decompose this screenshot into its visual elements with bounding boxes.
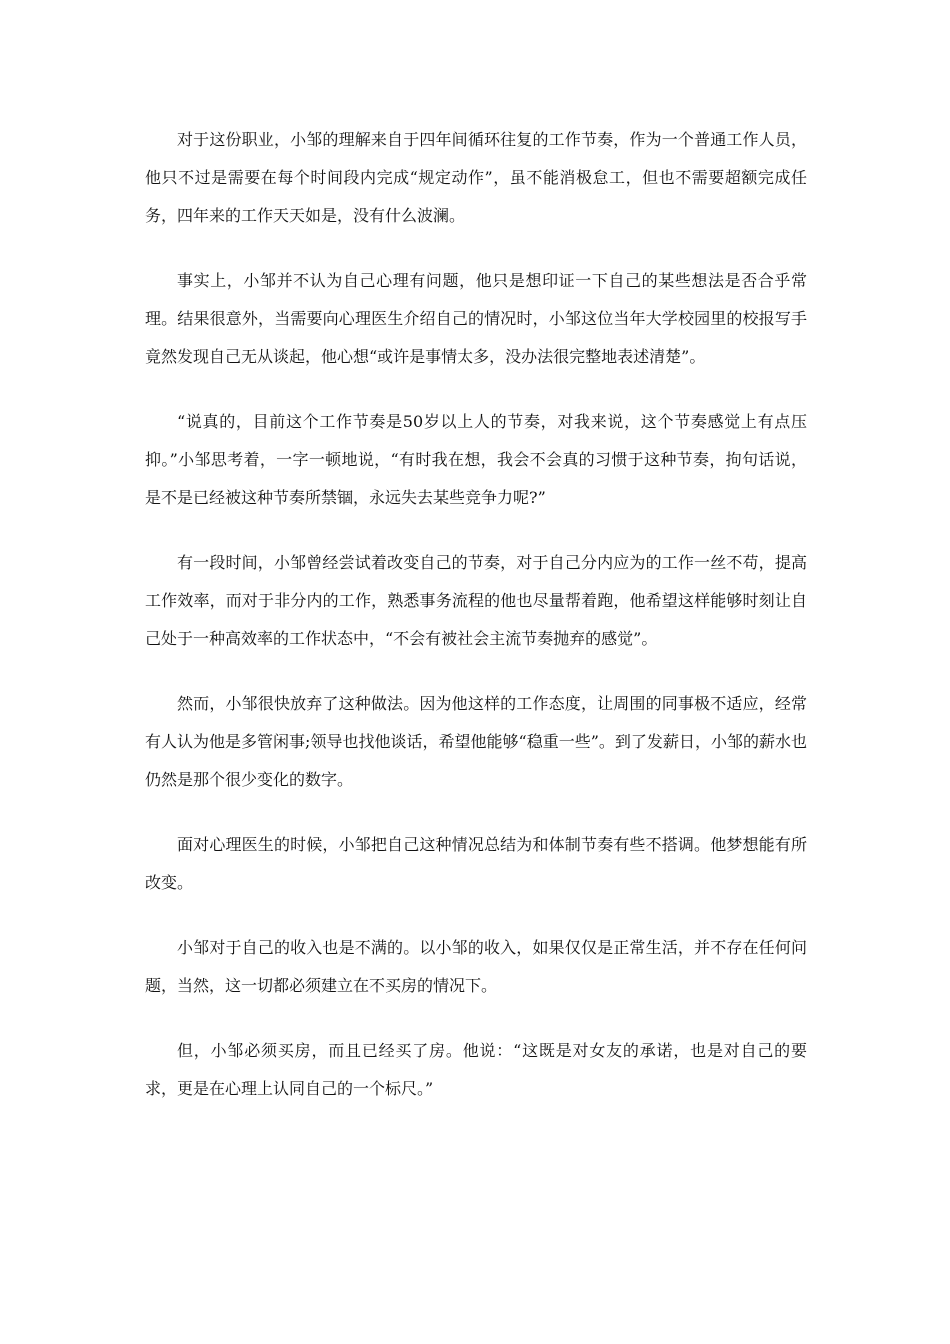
- paragraph-3: “说真的，目前这个工作节奏是50岁以上人的节奏，对我来说，这个节奏感觉上有点压抑。”小邹思考着，一字一顿地说，“有时我在想，我会不会真的习惯于这种节奏，拘句话说，是不是已经被这种节奏所禁锢，永远失去某些竞争力呢?”: [145, 412, 807, 507]
- paragraph-1: 对于这份职业，小邹的理解来自于四年间循环往复的工作节奏，作为一个普通工作人员，他只不过是需要在每个时间段内完成“规定动作”，虽不能消极怠工，但也不需要超额完成任务，四年来的工作天天如是，没有什么波澜。: [145, 130, 807, 225]
- paragraph-2: 事实上，小邹并不认为自己心理有问题，他只是想印证一下自己的某些想法是否合乎常理。结果很意外，当需要向心理医生介绍自己的情况时，小邹这位当年大学校园里的校报写手竟然发现自己无从谈起，他心想“或许是事情太多，没办法很完整地表述清楚”。: [145, 271, 807, 366]
- paragraph-4: 有一段时间，小邹曾经尝试着改变自己的节奏，对于自己分内应为的工作一丝不苟，提高工作效率，而对于非分内的工作，熟悉事务流程的他也尽量帮着跑，他希望这样能够时刻让自己处于一种高效率的工作状态中，“不会有被社会主流节奏抛弃的感觉”。: [145, 553, 807, 648]
- paragraph-7: 小邹对于自己的收入也是不满的。以小邹的收入，如果仅仅是正常生活，并不存在任何问题，当然，这一切都必须建立在不买房的情况下。: [145, 938, 807, 995]
- paragraph-5: 然而，小邹很快放弃了这种做法。因为他这样的工作态度，让周围的同事极不适应，经常有人认为他是多管闲事;领导也找他谈话，希望他能够“稳重一些”。到了发薪日，小邹的薪水也仍然是那个很少变化的数字。: [145, 694, 807, 789]
- article-body: [145, 121, 807, 1135]
- paragraph-8: 但，小邹必须买房，而且已经买了房。他说：“这既是对女友的承诺，也是对自己的要求，更是在心理上认同自己的一个标尺。”: [145, 1041, 807, 1098]
- paragraph-6: 面对心理医生的时候，小邹把自己这种情况总结为和体制节奏有些不搭调。他梦想能有所改变。: [145, 835, 807, 892]
